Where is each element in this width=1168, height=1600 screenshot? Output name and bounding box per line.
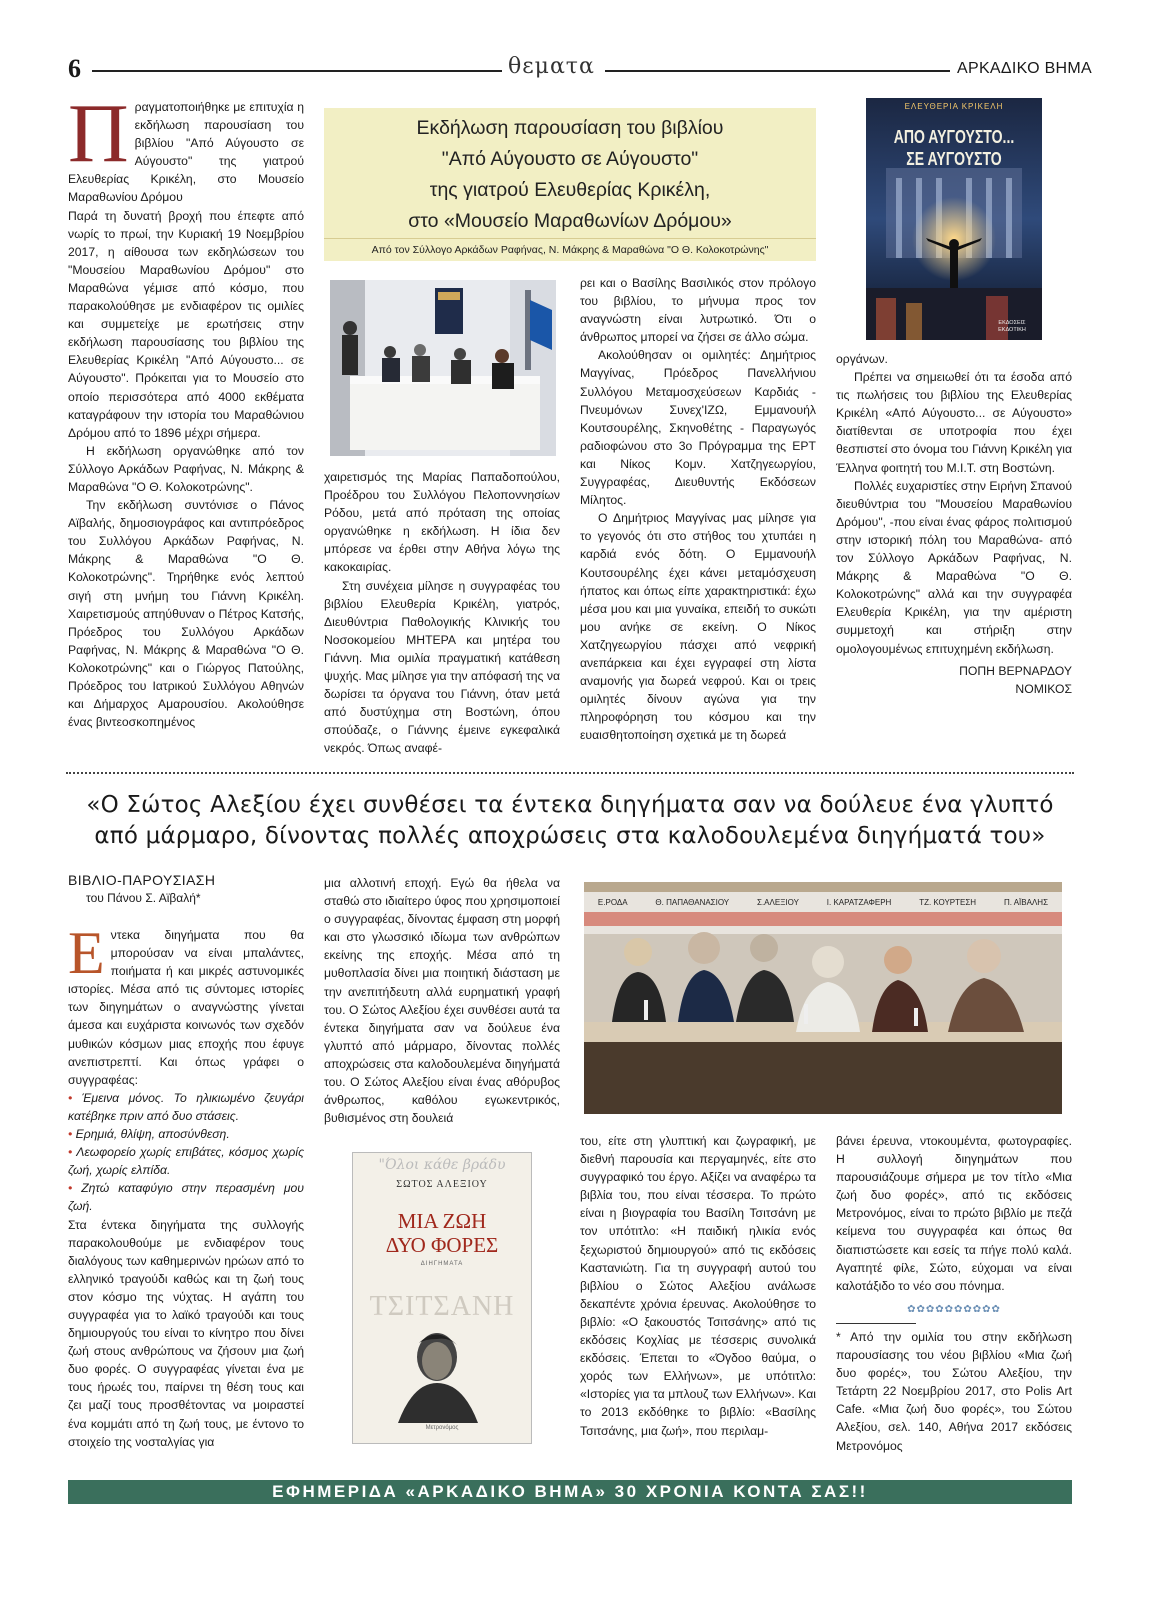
article1-paragraph: οργάνων.: [836, 352, 888, 366]
book1-author: ΕΛΕΥΘΕΡΙΑ ΚΡΙΚΕΛΗ: [904, 102, 1004, 111]
article1-subtitle: Από τον Σύλλογο Αρκάδων Ραφήνας, Ν. Μάκρης & Μαραθώνα "Ο Θ. Κολοκοτρώνης": [324, 238, 816, 261]
article2-bullet-list: [68, 1089, 304, 1216]
article1-title-box: [324, 108, 816, 258]
panel-names-strip: [584, 898, 1062, 907]
list-item: • Ερημιά, θλίψη, αποσύνθεση.: [68, 1127, 230, 1142]
article1-signature-name: ΠΟΠΗ ΒΕΡΝΑΡΔΟΥ: [959, 663, 1072, 678]
article1-paragraph: Η εκδήλωση οργανώθηκε από τον Σύλλογο Αρκάδων Ραφήνας, Ν. Μάκρης & Μαραθώνα "Ο Θ. Κολοκοτρώνης".: [68, 443, 304, 494]
article1-paragraph: Στη συνέχεια μίλησε η συγγραφέας του βιβλίου Ελευθερία Κρικέλη, γιατρός, Διευθύντρια Παθολογικής Κλινικής του Νοσοκομείου ΜΗΤΕΡΑ και μητέρα του Γιάννη. Μια ομιλία πραγματική κατάθεση ψυχής. Μας μίλησε για την απόφασή της να δωρίσει τα όργανα του Γιάννη, όταν μετά από δυστύχημα στη Βοστώνη, όπου σπούδαζε, ο Γιάννης έμεινε εγκεφαλικά νεκρός. Όπως αναφέ-: [324, 578, 560, 756]
article2-paragraph: του, είτε στη γλυπτική και ζωγραφική, με διεθνή παρουσία και περγαμηνές, είτε στο συγγραφικό του έργο. Αξίζει να αναφέρω τα βιβλία του, που είναι τέσσερα. Το πρώτο είναι η βιογραφία του Βασίλη Τσιτσάνη με τον υπότιτλο: «Η παιδική ηλικία ενός ξεχωριστού δημιουργού» από τις εκδόσεις Καστανιώτη. Για τη συγγραφή αυτού του βιβλίου ο Σώτος Αλεξίου ανάλωσε δεκαπέντε χρόνια έρευνας. Ακολούθησε το βιβλίο: «Ο ξακουστός Τσιτσάνης» από τις εκδόσεις Κοχλίας με τέσσερις συνολικά εκδόσεις. Έπεται το «Όγδοο θαύμα, ο χορός των Ελλήνων», με υπότιτλο: «Ιστορίες για τα μπλουζ των Ελλήνων». Και το 2013 εκδόθηκε το βιβλίο: «Βασίλης Τσιτσάνης, μια ζωή», που περιλαμ-: [580, 1134, 816, 1438]
article2-byline: του Πάνου Σ. Αϊβαλή*: [86, 891, 201, 905]
book2-genre: ΔΙΗΓΗΜΑΤΑ: [420, 1261, 464, 1267]
article1-paragraph: Ο Δημήτριος Μαγγίνας μας μίλησε για το γεγονός ότι στο στήθος του χτυπάει η καρδιά ενός δότη. Ο Εμμανουήλ Κουτσουρέλης έχει κάνει μεταμόσχευση ήπατος και όπως είπε χαρακτηριστικά: έχω μέσα μου και μια γυναίκα, επειδή το συκώτι μου ανήκε σε εκείνη. Ο Νίκος Χατζηγεωργίου πάσχει από νεφρική ανεπάρκεια και έχει εγγραφεί στη λίστα αναμονής για δωρεά νεφρού. Και οι τρεις ομιλητές δίνουν αγώνα για την πληροφόρηση του κόσμου και την ευαισθητοποίηση σχετικά με τη δωρεά: [580, 511, 816, 743]
article1-paragraph: Ακολούθησαν οι ομιλητές: Δημήτριος Μαγγίνας, Πρόεδρος Πανελλήνιου Συλλόγου Μεταμοσχεύσεων Καρδιάς - Πνευμόνων Συνεχ'ΙΖΩ, Εμμανουήλ Κουτσουρέλης, Σκηνοθέτης - Παραγωγός ραδιοφώνου στο 3ο Πρόγραμμα της ΕΡΤ και Νίκος Κομν. Χατζηγεωργίου, Συγγραφέας, Διευθυντής Εκδόσεων Μίλητος.: [580, 348, 816, 508]
article2-col3: [580, 1132, 816, 1440]
panel-name: Ε.ΡΟΔΑ: [597, 898, 628, 907]
article1-paragraph: χαιρετισμός της Μαρίας Παπαδοπούλου, Προέδρου του Συλλόγου Πελοποννησίων Ρόδου, μετά από πρόταση της οποίας οργανώθηκε η εκδήλωση. Η ίδια δεν μπόρεσε να έρθει στην Αθήνα λόγω της κακοκαιρίας.: [324, 470, 560, 575]
article1-col2: [324, 468, 560, 758]
article1-signature-title: ΝΟΜΙΚΟΣ: [1015, 681, 1072, 696]
panel-name: ΤΖ. ΚΟΥΡΤΕΣΗ: [919, 898, 977, 907]
book1-publisher: ΕΚΔΟΣΕΙΣ ΕΚΔΟΤΙΚΗ: [998, 320, 1026, 333]
header-rule-right: [605, 70, 950, 72]
book1-title: ΑΠΟ ΑΥΓΟΥΣΤΟ... ΣΕ ΑΥΓΟΥΣΤΟ: [893, 127, 1015, 169]
article2-footnote: * Από την ομιλία του στην εκδήλωση παρουσίασης του νέου βιβλίου «Μια ζωή δυο φορές», του Σώτου Αλεξίου, την Τετάρτη 22 Νοεμβρίου 2017, στο Polis Art Cafe. «Μια ζωή δυο φορές», του Σώτου Αλεξίου, σελ. 140, Αθήνα 2017 εκδόσεις Μετρονόμος: [836, 1329, 1072, 1453]
article1-col3: [580, 274, 816, 744]
article2-col1: [68, 920, 305, 1451]
article2-paragraph: βάνει έρευνα, ντοκουμέντα, φωτογραφίες. Η συλλογή διηγημάτων που παρουσιάζουμε σήμερα με τον τίτλο «Μια ζωή δυο φορές», από τις εκδόσεις Μετρονόμος, είναι το πρώτο βιβλίο με πεζά κείμενα του συγγραφέα και όπως θα διαπιστώσετε και εσείς τα πήγε πολύ καλά. Αγαπητέ φίλε, Σώτο, εύχομαι να είναι καλοτάξιδο το νέο σου πόνημα.: [836, 1134, 1072, 1293]
book2-author: ΣΩΤΟΣ ΑΛΕΞΙΟΥ: [396, 1179, 488, 1190]
book2-handwriting: "Όλοι κάθε βράδυ: [378, 1157, 506, 1173]
list-item: • Έμεινα μόνος. Το ηλικιωμένο ζευγάρι κατέβηκε πριν από δυο στάσεις.: [68, 1090, 305, 1123]
article1-col4: [836, 350, 1072, 698]
book2-bg-word: ΤΣΙΤΣΑΝΗ: [369, 1291, 515, 1322]
article1-paragraph: Πολλές ευχαριστίες στην Ειρήνη Σπανού διευθύντρια του "Μουσείου Μαραθωνίου Δρόμου", -που είναι ένας φάρος πολιτισμού στην ιστορική πόλη του Μαραθώνα- από τον Σύλλογο Αρκάδων Ραφήνας, Ν. Μάκρης & Μαραθώνα "Ο Θ. Κολοκοτρώνης" αλλά και την συγγραφέα Ελευθερία Κρικέλη, για την αμέριστη συμμετοχή και στήριξη στην ομολογουμένως επιτυχημένη εκδήλωση.: [836, 478, 1072, 656]
article1-paragraph: Πρέπει να σημειωθεί ότι τα έσοδα από τις πωλήσεις του βιβλίου της Ελευθερίας Κρικέλη «Από Αύγουστο... σε Αύγουστο» διατίθενται σε υποτροφία που έχει θεσπιστεί στο όνομα του Γιάννη Κρικέλη για Έλληνα φοιτητή του M.I.T. στη Βοστώνη.: [836, 370, 1072, 475]
article1-col1: [68, 87, 304, 731]
list-item: • Ζητώ καταφύγιο στην περασμένη μου ζωή.: [68, 1181, 305, 1214]
panel-name: Θ. ΠΑΠΑΘΑΝΑΣΙΟΥ: [655, 898, 730, 907]
article1-paragraph: ρει και ο Βασίλης Βασιλικός στον πρόλογο του βιβλίου, το μήνυμα προς τον αναγνώστη είναι λυτρωτικό. Ότι ο άνθρωπος μπορεί να ζήσει σε άλλο σώμα.: [580, 276, 816, 345]
event-photo-polis-art-cafe: [584, 882, 1062, 1114]
book2-title: ΜΙΑ ΖΩΗ ΔΥΟ ΦΟΡΕΣ: [385, 1209, 499, 1257]
article1-dropcap: Π: [68, 87, 129, 180]
header-rule-left: [92, 70, 502, 72]
article2-col2: [324, 874, 560, 1127]
article-separator: [66, 772, 1074, 774]
panel-name: Π. ΑΪΒΑΛΗΣ: [1003, 898, 1049, 907]
article1-lead: ραγματοποιήθηκε με επιτυχία η εκδήλωση παρουσίαση του βιβλίου "Από Αύγουστο σε Αύγουστο" της γιατρού Ελευθερίας Κρικέλη, στο Μουσείο Μαραθωνίου Δρόμου: [68, 100, 304, 205]
footnote-rule: [836, 1323, 916, 1324]
article2-headline: «Ο Σώτος Αλεξίου έχει συνθέσει τα έντεκα διηγήματα σαν να δούλευε ένα γλυπτό από μάρμαρο, δίνοντας πολλές αποχρώσεις στα καλοδουλεμένα διηγήματά του»: [86, 792, 1054, 849]
ornament-divider: ✿✿✿✿✿✿✿✿✿✿: [907, 1303, 1001, 1315]
book2-publisher: Μετρονόμος: [425, 1425, 459, 1431]
footer-banner: ΕΦΗΜΕΡΙΔΑ «ΑΡΚΑΔΙΚΟ ΒΗΜΑ» 30 ΧΡΟΝΙΑ ΚΟΝΤΑ ΣΑΣ!!: [68, 1480, 1072, 1504]
panel-name: Σ.ΑΛΕΞΙΟΥ: [757, 898, 799, 907]
book-cover-apo-avgousto: [866, 98, 1042, 340]
article1-title: Εκδήλωση παρουσίαση του βιβλίου "Από Αύγουστο σε Αύγουστο" της γιατρού Ελευθερίας Κρικέλη, στο «Μουσείο Μαραθωνίων Δρόμου»: [408, 117, 732, 232]
article2-paragraph: Στα έντεκα διηγήματα της συλλογής παρακολουθούμε με ενδιαφέρον τους διαλόγους των καθημερινών ηρώων από το ελληνικό τραγούδι καθώς και τη ζωή τους στον κόσμο της νύχτας. Η αγάπη του συγγραφέα για το λαϊκό τραγούδι και τους δημιουργούς του είναι το κίνητρο που δίνει ζωή στους ανθρώπους να ζήσουν μια ζωή δυο φορές. Ο συγγραφέας γίνεται ένα με τους ήρωές του, παίρνει τη θέση τους και ζει μαζί τους προσθέτοντας να μοιραστεί ένα κομμάτι από τη ζωή τους, με έντονο το στοιχείο της νοσταλγίας για: [68, 1217, 304, 1449]
article2-lead: ντεκα διηγήματα που θα μπορούσαν να είναι μπαλάντες, ποιήματα ή και μικρές αστυνομικές ιστορίες. Μέσα από τις σύντομες ιστορίες των διηγημάτων ο αναγνώστης γίνεται άμεσα και ευχάριστα κοινωνός των σχεδόν μυθικών κόσμων μιας εποχής που έφυγε ανεπιστρεπτί. Και όπως γράφει ο συγγραφέας:: [68, 928, 304, 1087]
article1-paragraph: Παρά τη δυνατή βροχή που έπεφτε από νωρίς το πρωί, την Κυριακή 19 Νοεμβρίου 2017, η αίθουσα των εκδηλώσεων του "Μουσείου Μαραθωνίου Δρόμου" στο Μαραθώνα γέμισε από κόσμο, που παρακολούθησε με ενδιαφέρον τις ομιλίες και συμμετείχε με ερωτήσεις στην εκδήλωση παρουσίασης του βιβλίου της Ελευθερίας Κρικέλη "Από Αύγουστο... σε Αύγουστο". Πρόκειται για το Μουσείο στο οποίο περισσότερα από 4000 εκθέματα καταγράφουν την ιστορία του Μαραθώνιου Δρόμου από το 1896 μέχρι σήμερα.: [68, 208, 304, 440]
article2-paragraph: μια αλλοτινή εποχή. Εγώ θα ήθελα να σταθώ στο ιδιαίτερο ύφος που χρησιμοποιεί ο συγγραφέας, δίνοντας έμφαση στη μορφή και στο γλωσσικό ιδίωμα των ανθρώπων εκείνης της εποχής. Μέσα από τη μυθοπλασία δίνει μια ποιητική διάσταση με την ανεπιτήδευτη αλλά ευρηματική γραφή του. Ο Σώτος Αλεξίου έχει συνθέσει αυτά τα έντεκα διηγήματα σαν να δούλευε ένα γλυπτό από μάρμαρο, δίνοντας πολλές αποχρώσεις στα καλοδουλεμένα διηγήματά του. Ο Σώτος Αλεξίου είναι ένας αθόρυβος άνθρωπος, καθόλου εγωκεντρικός, βυθισμένος στη δουλειά: [324, 876, 561, 1126]
paper-name: ΑΡΚΑΔΙΚΟ ΒΗΜΑ: [957, 60, 1093, 77]
panel-name: Ι. ΚΑΡΑΤΖΑΦΕΡΗ: [826, 898, 892, 907]
section-name: θεματα: [508, 54, 595, 79]
article2-col4: [836, 1132, 1072, 1455]
article1-paragraph: Την εκδήλωση συντόνισε ο Πάνος Αϊβαλής, δημοσιογράφος και αντιπρόεδρος του Συλλόγου Αρκάδων Ραφήνας, Ν. Μάκρης & Μαραθώνα "Ο Θ. Κολοκοτρώνης". Τηρήθηκε ενός λεπτού σιγή στη μνήμη του Γιάννη Κρικέλη. Χαιρετισμούς απηύθυναν ο Πέτρος Κατσής, Πρόεδρος του Συλλόγου Αρκάδων Ραφήνας, Ν. Μάκρης & Μαραθώνα "Ο Θ. Κολοκοτρώνης" και ο Γιώργος Πατούλης, Πρόεδρος του Ιατρικού Συλλόγου Αθηνών και Δήμαρχος Αμαρουσίου. Ακολούθησε ένας βιντεοσκοπημένος: [68, 498, 304, 730]
book-cover-mia-zoi: [352, 1152, 532, 1444]
list-item: • Λεωφορείο χωρίς επιβάτες, κόσμος χωρίς ζωή, χωρίς ελπίδα.: [68, 1145, 305, 1178]
article2-dropcap: Ε: [68, 920, 105, 986]
event-photo-marathon-museum: [330, 280, 556, 456]
article2-kicker: ΒΙΒΛΙΟ-ΠΑΡΟΥΣΙΑΣΗ: [68, 872, 216, 888]
page-number: 6: [68, 54, 81, 83]
